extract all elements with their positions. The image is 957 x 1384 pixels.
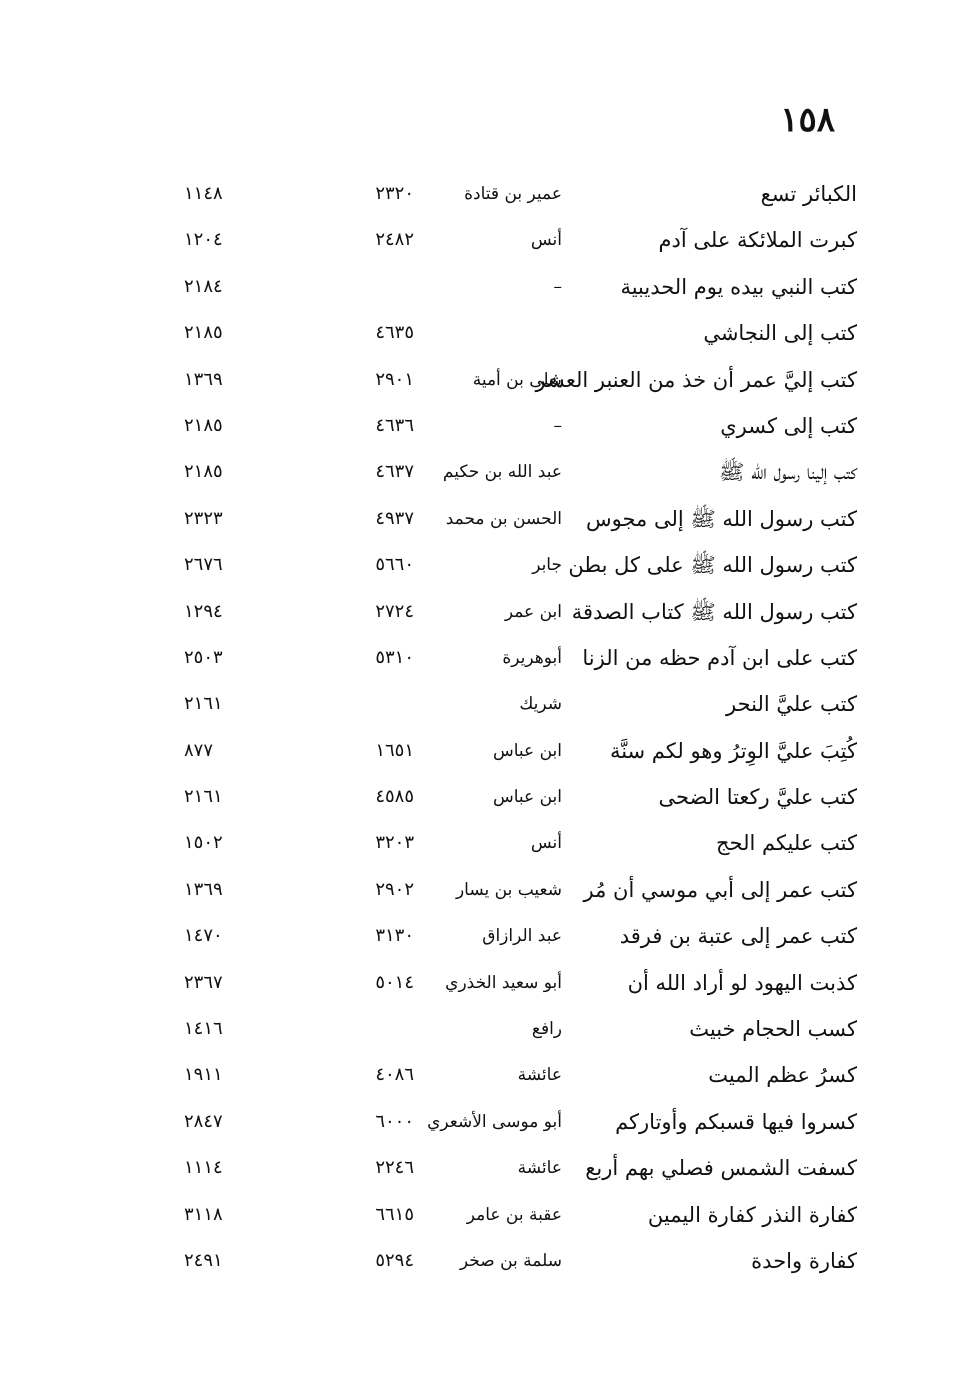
narrator-name: ابن عباس	[492, 740, 562, 761]
hadith-phrase: كتب النبي بيده يوم الحديبية	[620, 274, 857, 299]
page-reference: ٢٥٠٣	[184, 646, 223, 668]
page-reference: ٢٣٢٣	[184, 507, 223, 529]
page-reference: ١٣٦٩	[184, 368, 223, 390]
narrator-name: يعلى بن أمية	[472, 369, 562, 390]
hadith-phrase: كبرت الملائكة على آدم	[658, 228, 857, 253]
hadith-number: ٥٠١٤	[375, 971, 414, 993]
page-reference: ٢١٦١	[184, 786, 223, 808]
index-entry	[0, 1192, 957, 1238]
narrator-name: أبوهريرة	[502, 647, 562, 668]
hadith-phrase: كسفت الشمس فصلي بهم أربع	[585, 1156, 857, 1181]
narrator-name: –	[553, 276, 562, 297]
index-entry	[0, 960, 957, 1006]
narrator-name: ابن عباس	[492, 787, 562, 808]
narrator-name: سلمة بن صخر	[459, 1250, 562, 1271]
narrator-name: عبد الرازاق	[482, 926, 562, 947]
hadith-phrase: كفارة واحدة	[751, 1248, 857, 1273]
index-entry	[0, 1145, 957, 1191]
hadith-number: ٤٠٨٦	[375, 1064, 414, 1086]
page-reference: ١٣٦٩	[184, 878, 223, 900]
hadith-phrase: كذبت اليهود لو أراد الله أن	[627, 970, 857, 995]
hadith-number: ٤٦٣٦	[375, 414, 414, 436]
page-reference: ٢١٨٥	[184, 322, 223, 344]
hadith-phrase: كتب على ابن آدم حظه من الزنا	[582, 645, 857, 670]
narrator-name: ابن عمر	[504, 601, 562, 622]
page-reference: ٢٦٧٦	[184, 554, 223, 576]
hadith-number: ٥٢٩٤	[375, 1249, 414, 1271]
page-reference: ١٢٠٤	[184, 229, 223, 251]
hadith-phrase: كتب عمر إلى عتبة بن فرقد	[619, 924, 857, 949]
hadith-index-table	[0, 171, 957, 1284]
hadith-phrase: كتب رسول الله ﷺ كتاب الصدقة	[571, 599, 857, 624]
index-entry	[0, 728, 957, 774]
page-reference: ٨٧٧	[184, 739, 214, 761]
hadith-number: ٥٣١٠	[375, 646, 414, 668]
page-reference: ٢٣٦٧	[184, 971, 223, 993]
index-entry	[0, 867, 957, 913]
page-reference: ١٤١٦	[184, 1018, 223, 1040]
hadith-number: ٣١٣٠	[375, 925, 414, 947]
index-entry	[0, 1052, 957, 1098]
hadith-number: ٤٥٨٥	[375, 786, 414, 808]
hadith-phrase: كتب عليَّ النحر	[725, 692, 857, 717]
index-entry	[0, 449, 957, 495]
hadith-number: ٥٦٦٠	[375, 554, 414, 576]
index-entry	[0, 217, 957, 263]
hadith-number: ٦٠٠٠	[375, 1110, 414, 1132]
hadith-phrase: كسرُ عظم الميت	[708, 1063, 857, 1088]
hadith-phrase: كتب عليَّ ركعتا الضحى	[658, 785, 857, 810]
narrator-name: الحسن بن محمد	[445, 508, 562, 529]
page-reference: ١٩١١	[184, 1064, 223, 1086]
hadith-number: ٢٩٠٢	[375, 878, 414, 900]
page-reference: ١١٤٨	[184, 183, 223, 204]
page-reference: ٢٨٤٧	[184, 1110, 223, 1132]
index-entry	[0, 357, 957, 403]
narrator-name: عائشة	[517, 1158, 562, 1179]
index-entry	[0, 403, 957, 449]
hadith-phrase: كتب عليكم الحج	[715, 831, 857, 856]
index-entry	[0, 774, 957, 820]
hadith-phrase: كُتِبَ عليَّ الوِترُ وهو لكم سنَّة	[609, 738, 857, 763]
narrator-name: أنس	[530, 833, 562, 854]
page-reference: ٢١٨٥	[184, 414, 223, 436]
narrator-name: شعيب بن يسار	[455, 879, 562, 900]
narrator-name: عبد الله بن حكيم	[442, 462, 562, 483]
narrator-name: عائشة	[517, 1065, 562, 1086]
narrator-name: أبو سعيد الخذري	[445, 972, 562, 993]
page-reference: ٢١٨٤	[184, 275, 223, 297]
hadith-number: ٤٩٣٧	[375, 507, 414, 529]
index-entry	[0, 635, 957, 681]
page-number: ١٥٨	[780, 100, 835, 140]
page-reference: ٢١٦١	[184, 693, 223, 715]
index-entry	[0, 1238, 957, 1284]
hadith-phrase: كتب رسول الله ﷺ على كل بطن	[568, 553, 857, 578]
index-entry	[0, 1099, 957, 1145]
index-entry	[0, 681, 957, 727]
hadith-number: ٤٦٣٧	[375, 461, 414, 483]
narrator-name: عمير بن قتادة	[464, 184, 562, 204]
index-entry	[0, 589, 957, 635]
index-entry	[0, 171, 957, 217]
hadith-phrase: الكبائر تسع	[760, 182, 857, 206]
hadith-number: ٢٣٢٠	[375, 183, 414, 204]
index-entry	[0, 264, 957, 310]
page-reference: ١٥٠٢	[184, 832, 223, 854]
narrator-name: رافع	[531, 1019, 562, 1040]
hadith-number: ٤٦٣٥	[375, 322, 414, 344]
page-reference: ١٢٩٤	[184, 600, 223, 622]
hadith-phrase: كتب إلى كسري	[720, 413, 857, 438]
hadith-number: ١٦٥١	[375, 739, 414, 761]
hadith-phrase: كسروا فيها قسبكم وأوتاركم	[615, 1109, 857, 1134]
hadith-number: ٣٢٠٣	[375, 832, 414, 854]
page-reference: ١١١٤	[184, 1157, 223, 1179]
index-entry	[0, 1006, 957, 1052]
hadith-phrase: كتب رسول الله ﷺ إلى مجوس	[585, 506, 857, 531]
page-reference: ٣١١٨	[184, 1203, 223, 1225]
hadith-number: ٢٩٠١	[375, 368, 414, 390]
hadith-phrase: كفارة النذر كفارة اليمين	[647, 1202, 857, 1227]
narrator-name: أنس	[530, 230, 562, 251]
index-entry	[0, 913, 957, 959]
page-reference: ٢٤٩١	[184, 1249, 223, 1271]
hadith-phrase: كتب إلى النجاشي	[703, 321, 857, 346]
narrator-name: جابر	[532, 555, 562, 576]
index-entry	[0, 820, 957, 866]
hadith-phrase: كسب الحجام خبيث	[689, 1017, 857, 1042]
hadith-phrase: كتب إليَّ عمر أن خذ من العنبر العشر	[535, 367, 857, 392]
index-entry	[0, 310, 957, 356]
hadith-number: ٦٦١٥	[375, 1203, 414, 1225]
hadith-number: ٢٢٤٦	[375, 1157, 414, 1179]
page-reference: ٢١٨٥	[184, 461, 223, 483]
index-entry	[0, 542, 957, 588]
page-reference: ١٤٧٠	[184, 925, 223, 947]
hadith-phrase: كتب عمر إلى أبي موسي أن مُر	[583, 877, 857, 902]
hadith-phrase: كتب إلينا رسول الله ﷺ	[719, 460, 857, 485]
narrator-name: عقبة بن عامر	[466, 1204, 562, 1225]
hadith-number: ٢٤٨٢	[375, 229, 414, 251]
narrator-name: –	[553, 415, 562, 436]
narrator-name: أبو موسى الأشعري	[427, 1111, 562, 1132]
narrator-name: شريك	[519, 694, 562, 715]
index-entry	[0, 496, 957, 542]
hadith-number: ٢٧٢٤	[375, 600, 414, 622]
